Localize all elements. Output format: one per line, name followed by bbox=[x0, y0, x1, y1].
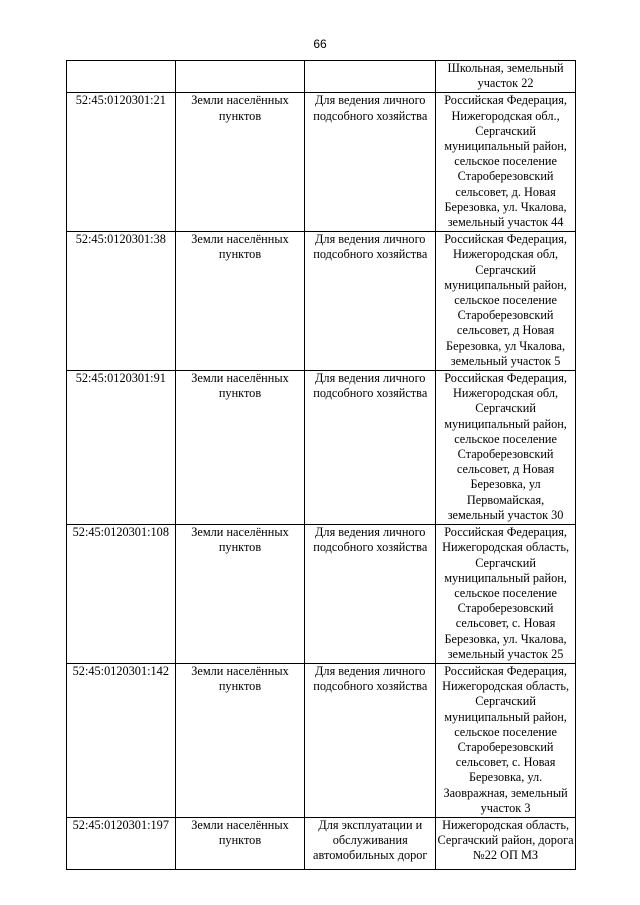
cadastral-number-cell: 52:45:0120301:91 bbox=[67, 371, 176, 525]
table-row bbox=[67, 525, 576, 664]
table-row bbox=[67, 371, 576, 525]
permitted-use-cell: Для ведения личного подсобного хозяйства bbox=[305, 371, 436, 525]
land-category-cell: Земли населённых пунктов bbox=[175, 371, 305, 525]
address-cell: Российская Федерация, Нижегородская обл., Сергачский муниципальный район, сельское поселение Староберезовский сельсовет, д. Новая Березовка, ул. Чкалова, земельный участок 44 bbox=[436, 93, 576, 232]
permitted-use-cell: Для эксплуатации и обслуживания автомобильных дорог bbox=[305, 817, 436, 869]
permitted-use-cell: Для ведения личного подсобного хозяйства bbox=[305, 93, 436, 232]
cadastral-number-cell bbox=[67, 61, 176, 93]
cadastral-number-cell: 52:45:0120301:108 bbox=[67, 525, 176, 664]
land-category-cell: Земли населённых пунктов bbox=[175, 232, 305, 371]
land-category-cell: Земли населённых пунктов bbox=[175, 663, 305, 817]
permitted-use-cell bbox=[305, 61, 436, 93]
address-cell: Российская Федерация, Нижегородская обл, Сергачский муниципальный район, сельское поселение Староберезовский сельсовет, д Новая Березовка, ул Первомайская, земельный участок 30 bbox=[436, 371, 576, 525]
land-plots-table bbox=[66, 60, 576, 870]
cadastral-number-cell: 52:45:0120301:142 bbox=[67, 663, 176, 817]
table-row bbox=[67, 93, 576, 232]
address-cell: Школьная, земельный участок 22 bbox=[436, 61, 576, 93]
address-cell: Российская Федерация, Нижегородская область, Сергачский муниципальный район, сельское поселение Староберезовский сельсовет, с. Новая Березовка, ул. Заовражная, земельный участок 3 bbox=[436, 663, 576, 817]
table-row bbox=[67, 61, 576, 93]
permitted-use-cell: Для ведения личного подсобного хозяйства bbox=[305, 232, 436, 371]
address-cell: Российская Федерация, Нижегородская область, Сергачский муниципальный район, сельское поселение Староберезовский сельсовет, с. Новая Березовка, ул. Чкалова, земельный участок 25 bbox=[436, 525, 576, 664]
cadastral-number-cell: 52:45:0120301:38 bbox=[67, 232, 176, 371]
cadastral-number-cell: 52:45:0120301:197 bbox=[67, 817, 176, 869]
land-category-cell: Земли населённых пунктов bbox=[175, 817, 305, 869]
table-row bbox=[67, 663, 576, 817]
land-category-cell: Земли населённых пунктов bbox=[175, 525, 305, 664]
cadastral-number-cell: 52:45:0120301:21 bbox=[67, 93, 176, 232]
address-cell: Нижегородская область, Сергачский район, дорога №22 ОП МЗ bbox=[436, 817, 576, 869]
land-category-cell: Земли населённых пунктов bbox=[175, 93, 305, 232]
land-category-cell bbox=[175, 61, 305, 93]
table-row bbox=[67, 817, 576, 869]
page-number: 66 bbox=[313, 37, 327, 51]
address-cell: Российская Федерация, Нижегородская обл, Сергачский муниципальный район, сельское поселение Староберезовский сельсовет, д Новая Березовка, ул Чкалова, земельный участок 5 bbox=[436, 232, 576, 371]
permitted-use-cell: Для ведения личного подсобного хозяйства bbox=[305, 525, 436, 664]
table-row bbox=[67, 232, 576, 371]
permitted-use-cell: Для ведения личного подсобного хозяйства bbox=[305, 663, 436, 817]
